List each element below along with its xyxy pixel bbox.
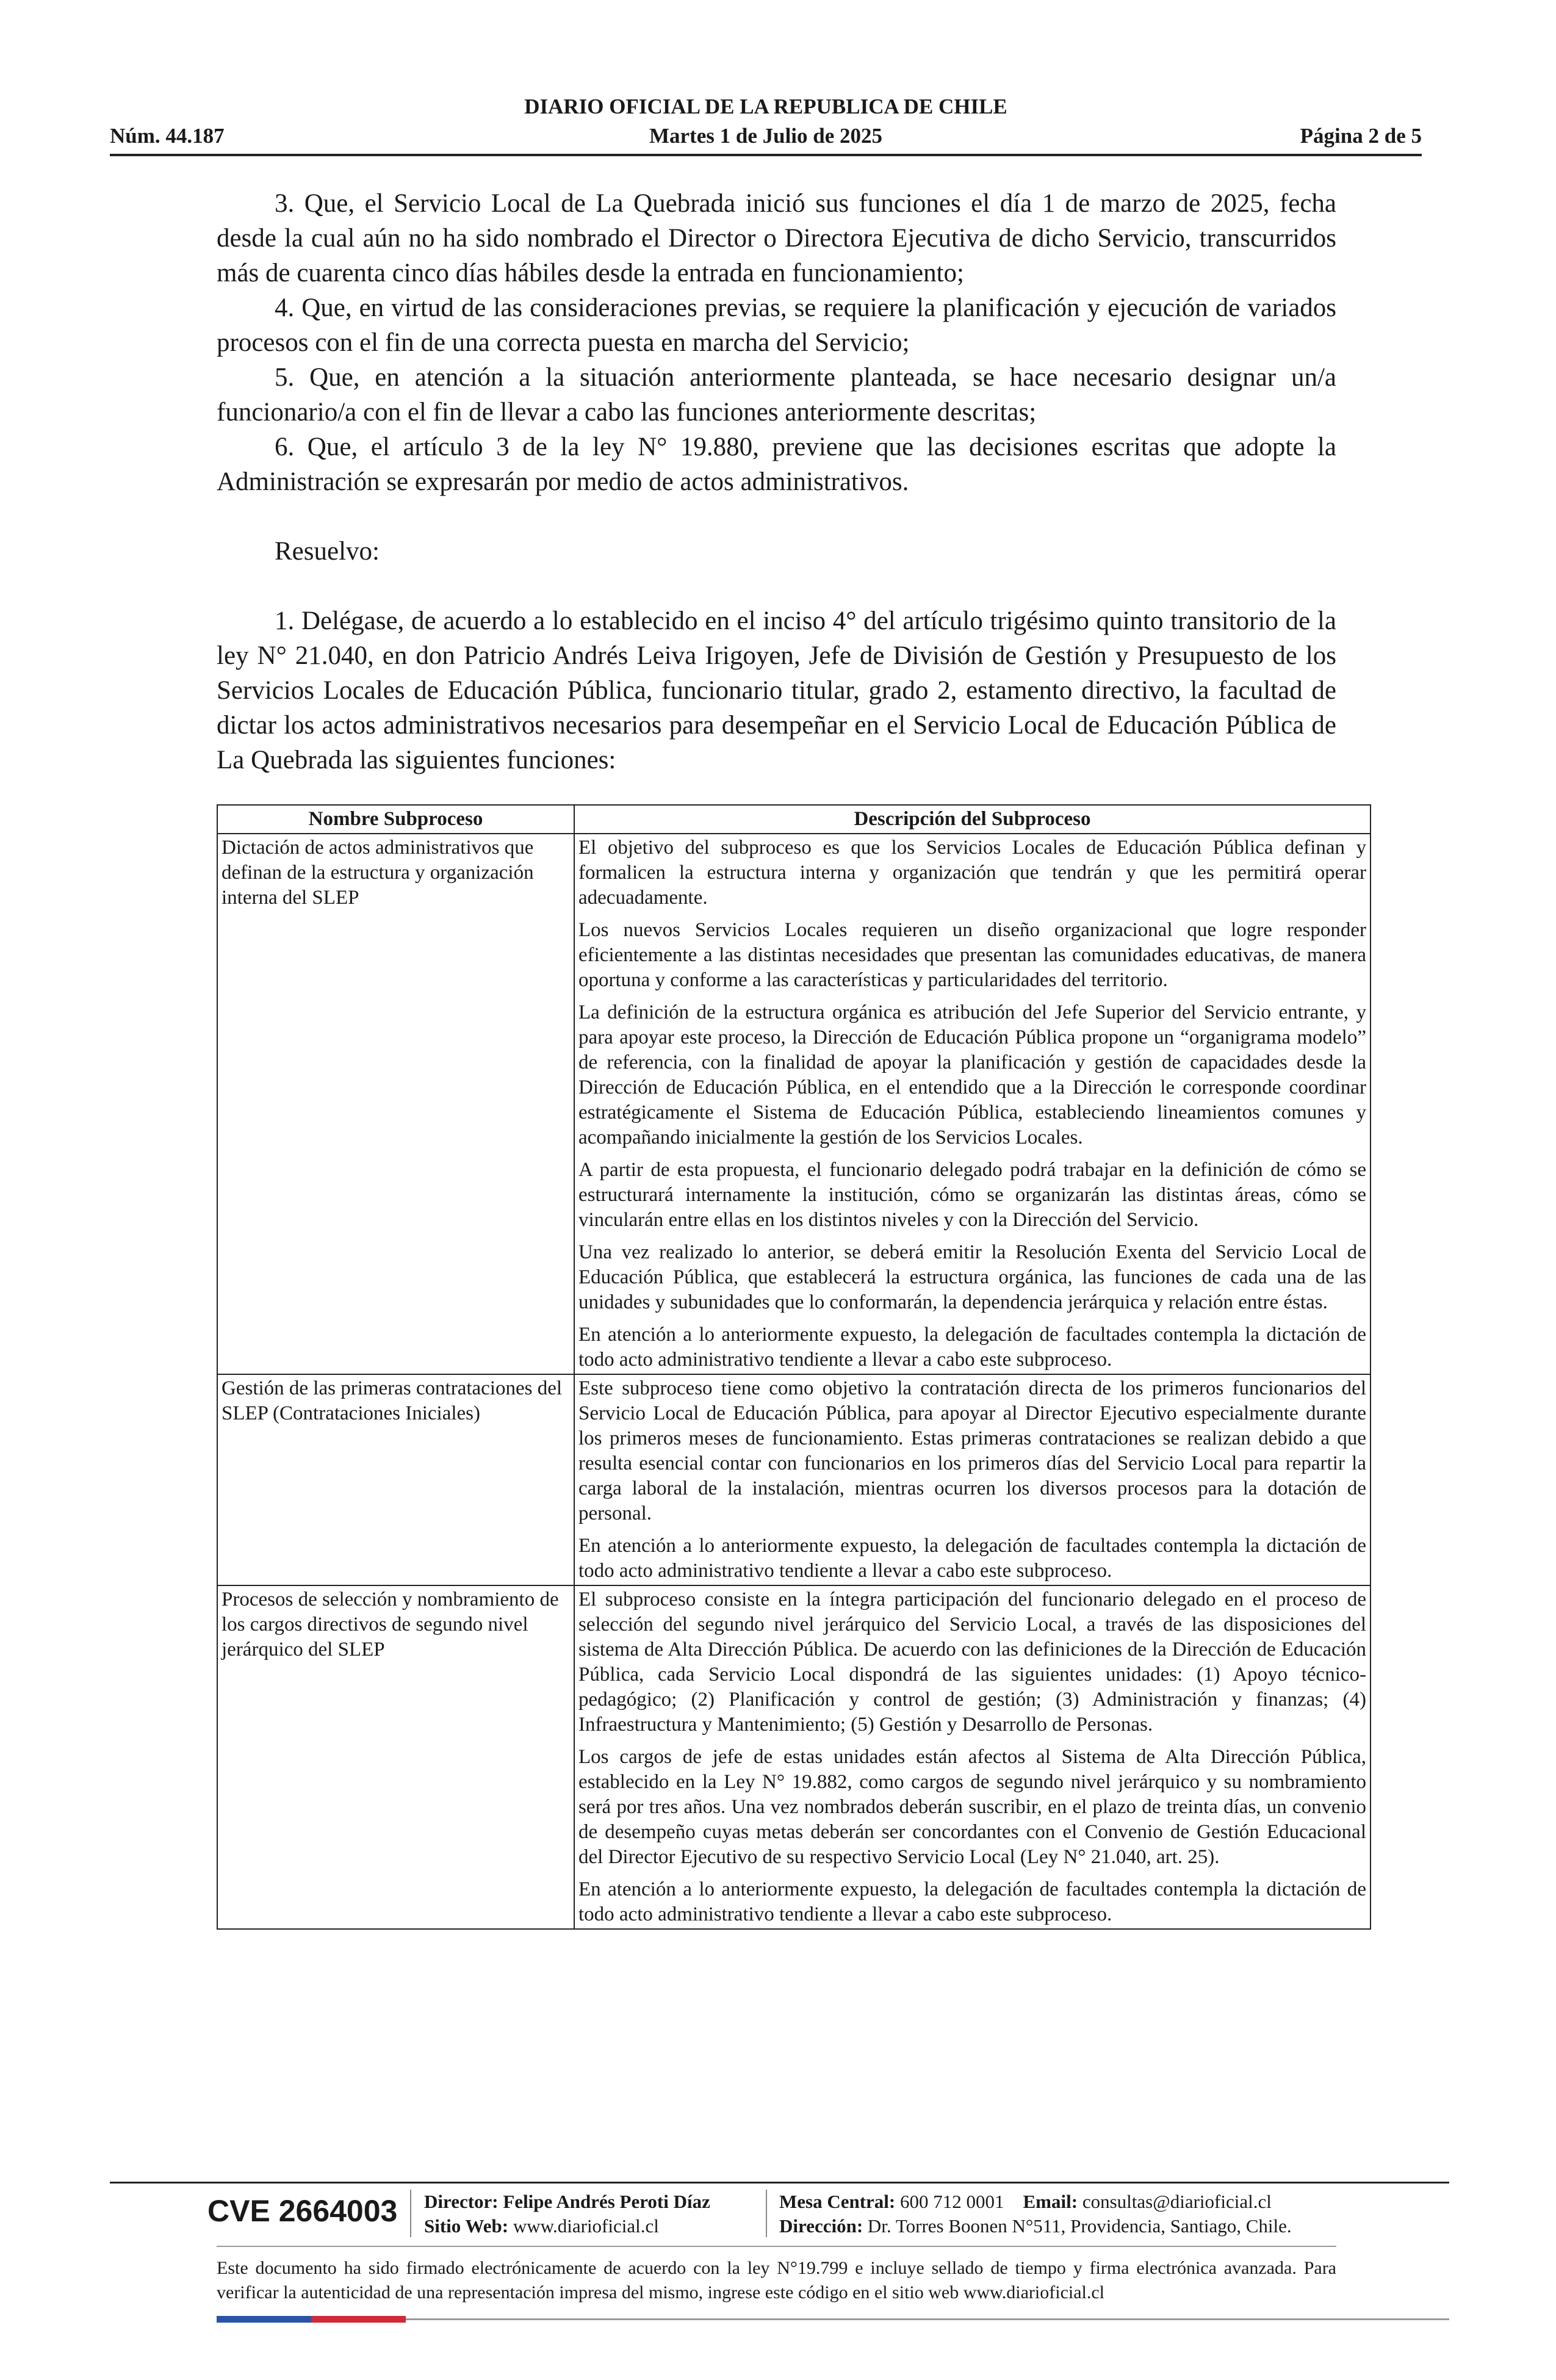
subprocess-name: Gestión de las primeras contrataciones del SLEP (Contrataciones Iniciales)	[217, 1374, 574, 1585]
column-header: Nombre Subproceso	[217, 805, 574, 834]
resolution-item-1: 1. Delégase, de acuerdo a lo establecido en el inciso 4° del artículo trigésimo quinto transitorio de la ley N° 21.040, en don Patricio Andrés Leiva Irigoyen, Jefe de División de Gestión y Presupuesto de los Servicios Locales de Educación Pública, funcionario titular, grado 2, estamento directivo, la facultad de dictar los actos administrativos necesarios para desempeñar en el Servicio Local de Educación Pública de La Quebrada las siguientes funciones:	[217, 607, 1336, 774]
footer-separator	[766, 2190, 767, 2237]
description-paragraph: El objetivo del subproceso es que los Servicios Locales de Educación Pública definan y formalicen la estructura interna y organización que tendrán y que les permitirá operar adecuadamente.	[578, 837, 1366, 909]
mesa-label: Mesa Central:	[779, 2191, 896, 2212]
table-row	[217, 1585, 1371, 1929]
description-paragraph: En atención a lo anteriormente expuesto, la delegación de facultades contempla la dictación de todo acto administrativo tendiente a llevar a cabo este subproceso.	[578, 1878, 1366, 1925]
subprocess-name: Procesos de selección y nombramiento de los cargos directivos de segundo nivel jerárquico del SLEP	[217, 1585, 574, 1929]
director-label: Director:	[424, 2191, 499, 2212]
description-paragraph: Los cargos de jefe de estas unidades están afectos al Sistema de Alta Dirección Pública, establecido en la Ley N° 19.882, como cargos de segundo nivel jerárquico y su nombramiento será por tres años. Una vez nombrados deberán suscribir, en el plazo de treinta días, un convenio de desempeño cuyas metas deberán ser concordantes con el Convenio de Gestión Educacional del Director Ejecutivo de su respectivo Servicio Local (Ley N° 21.040, art. 25).	[578, 1746, 1366, 1868]
description-paragraph: En atención a lo anteriormente expuesto, la delegación de facultades contempla la dictación de todo acto administrativo tendiente a llevar a cabo este subproceso.	[578, 1324, 1366, 1371]
considerando-3: 3. Que, el Servicio Local de La Quebrada inició sus funciones el día 1 de marzo de 2025, fecha desde la cual aún no ha sido nombrado el Director o Directora Ejecutiva de dicho Servicio, transcurridos más de cuarenta cinco días hábiles desde la entrada en funcionamiento;	[217, 189, 1336, 287]
description-paragraph: A partir de esta propuesta, el funcionario delegado podrá trabajar en la definición de cómo se estructurará internamente la institución, cómo se organizarán las distintas áreas, cómo se vincularán entre ellas en los distintos niveles y con la Dirección del Servicio.	[578, 1159, 1366, 1231]
document-body	[217, 186, 1336, 777]
page-header	[110, 95, 1422, 156]
email-label: Email:	[1023, 2191, 1078, 2212]
subprocess-description	[574, 1585, 1371, 1929]
footer-contact-info	[779, 2190, 1292, 2238]
description-paragraph: En atención a lo anteriormente expuesto, la delegación de facultades contempla la dictación de todo acto administrativo tendiente a llevar a cabo este subproceso.	[578, 1535, 1366, 1582]
considerando-4: 4. Que, en virtud de las consideraciones previas, se requiere la planificación y ejecución de variados procesos con el fin de una correcta puesta en marcha del Servicio;	[217, 294, 1336, 357]
site-label: Sitio Web:	[424, 2215, 509, 2237]
footer-divider-thin	[217, 2246, 1336, 2247]
subprocess-description	[574, 834, 1371, 1374]
newspaper-title: DIARIO OFICIAL DE LA REPUBLICA DE CHILE	[524, 95, 1007, 118]
footer-separator	[410, 2190, 411, 2237]
address-label: Dirección:	[779, 2215, 863, 2237]
flag-bar-grey	[406, 2318, 1449, 2320]
address-text: Dr. Torres Boonen N°511, Providencia, Santiago, Chile.	[867, 2215, 1292, 2237]
column-header: Descripción del Subproceso	[574, 805, 1371, 834]
description-paragraph: La definición de la estructura orgánica es atribución del Jefe Superior del Servicio entrante, y para apoyar este proceso, la Dirección de Educación Pública propone un “organigrama modelo” de referencia, con la finalidad de apoyar la planificación y gestión de capacidades desde la Dirección de Educación Pública, en el entendido que a la Dirección le corresponde coordinar estratégicamente el Sistema de Educación Pública, estableciendo lineamientos comunes y acompañando inicialmente la gestión de los Servicios Locales.	[578, 1001, 1366, 1149]
cve-code: CVE 2664003	[207, 2194, 398, 2228]
header-divider	[110, 154, 1422, 156]
flag-bar-blue	[217, 2316, 311, 2323]
description-paragraph: El subproceso consiste en la íntegra participación del funcionario delegado en el proceso de selección del segundo nivel jerárquico del Servicio Local, a través de las disposiciones del sistema de Alta Dirección Pública. De acuerdo con las definiciones de la Dirección de Educación Pública, cada Servicio Local dispondrá de las siguientes unidades: (1) Apoyo técnico-pedagógico; (2) Planificación y control de gestión; (3) Administración y finanzas; (4) Infraestructura y Mantenimiento; (5) Gestión y Desarrollo de Personas.	[578, 1588, 1366, 1736]
considerando-5: 5. Que, en atención a la situación anteriormente planteada, se hace necesario designar un/a funcionario/a con el fin de llevar a cabo las funciones anteriormente descritas;	[217, 363, 1336, 427]
considerando-6: 6. Que, el artículo 3 de la ley N° 19.880, previene que las decisiones escritas que adopte la Administración se expresarán por medio de actos administrativos.	[217, 433, 1336, 496]
flag-bar-red	[311, 2316, 406, 2323]
resuelvo-heading: Resuelvo:	[275, 537, 380, 566]
footer-divider	[110, 2182, 1449, 2183]
issue-number: Núm. 44.187	[110, 124, 225, 148]
table-row	[217, 834, 1371, 1374]
footer-director-info	[424, 2190, 710, 2238]
subprocess-table	[217, 804, 1371, 1930]
mesa-phone: 600 712 0001	[900, 2191, 1004, 2212]
subprocess-name: Dictación de actos administrativos que definan de la estructura y organización interna del SLEP	[217, 834, 574, 1374]
table-header-row	[217, 805, 1371, 834]
description-paragraph: Los nuevos Servicios Locales requieren un diseño organizacional que logre responder eficientemente a las distintas necesidades que presentan las comunidades educativas, de manera oportuna y conforme a las características y particularidades del territorio.	[578, 919, 1366, 991]
signature-note: Este documento ha sido firmado electrónicamente de acuerdo con la ley N°19.799 e incluye sellado de tiempo y firma electrónica avanzada. Para verificar la autenticidad de una representación impresa del mismo, ingrese este código en el sitio web www.diarioficial.cl	[217, 2258, 1336, 2302]
subprocess-description	[574, 1374, 1371, 1585]
site-link[interactable]: www.diarioficial.cl	[513, 2215, 659, 2237]
issue-date: Martes 1 de Julio de 2025	[649, 124, 883, 148]
email-link[interactable]: consultas@diarioficial.cl	[1082, 2191, 1272, 2212]
page-number: Página 2 de 5	[1300, 124, 1422, 148]
description-paragraph: Este subproceso tiene como objetivo la contratación directa de los primeros funcionarios del Servicio Local de Educación Pública, para apoyar al Director Ejecutivo especialmente durante los primeros meses de funcionamiento. Estas primeras contrataciones se realizan debido a que resulta esencial contar con funcionarios en los primeros días del Servicio Local para repartir la carga laboral de la instalación, mientras ocurren los diversos procesos para la dotación de personal.	[578, 1377, 1366, 1524]
director-name: Felipe Andrés Peroti Díaz	[503, 2191, 710, 2212]
table-row	[217, 1374, 1371, 1585]
description-paragraph: Una vez realizado lo anterior, se deberá emitir la Resolución Exenta del Servicio Local de Educación Pública, que establecerá la estructura orgánica, las funciones de cada una de las unidades y subunidades que lo conformarán, la dependencia jerárquica y relación entre éstas.	[578, 1241, 1366, 1313]
